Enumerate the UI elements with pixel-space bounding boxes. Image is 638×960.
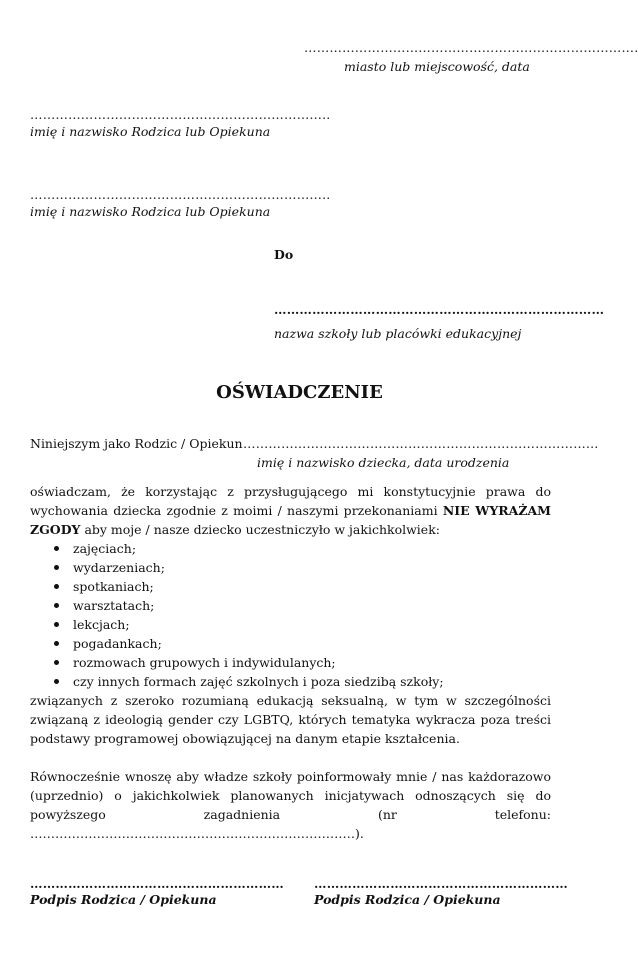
declaration-paragraph-2: związanych z szeroko rozumianą edukacją seksualną, w tym w szczególności związaną z ideologią gender czy LGBTQ, których tematyka wykracza poza treści podstawy programowej obowiązującej na danym etapie kształcenia. bbox=[30, 693, 551, 746]
place-date-line[interactable]: ……………………………………………………………………. bbox=[304, 40, 638, 55]
list-item: lekcjach; bbox=[54, 615, 551, 634]
left-signature-line[interactable]: …………………………………………………… bbox=[30, 876, 284, 891]
list-item: zajęciach; bbox=[54, 539, 551, 558]
school-name-line[interactable]: …………………………………………………………………… bbox=[274, 302, 605, 317]
parent2-name-caption: imię i nazwisko Rodzica lub Opiekuna bbox=[30, 204, 271, 219]
place-date-caption: miasto lub miejscowość, data bbox=[344, 59, 530, 74]
request-paragraph: Równocześnie wnoszę aby władze szkoły poinformowały mnie / nas każdorazowo (uprzednio) o jakichkolwiek planowanych inicjatywach odnoszących się do powyższego zagadnienia (nr telefonu: ……………………………………………………………………). bbox=[30, 769, 551, 841]
recipient-label: Do bbox=[274, 247, 294, 262]
list-item: rozmowach grupowych i indywidulanych; bbox=[54, 653, 551, 672]
declaration-paragraph-1 bbox=[30, 482, 551, 539]
school-name-caption: nazwa szkoły lub placówki edukacyjnej bbox=[274, 326, 522, 341]
declaration-body bbox=[30, 482, 551, 748]
child-name-caption: imię i nazwisko dziecka, data urodzenia bbox=[257, 455, 510, 470]
list-item: wydarzeniach; bbox=[54, 558, 551, 577]
activities-list bbox=[30, 539, 551, 691]
parent2-name-line[interactable]: …………………………………………………………….. bbox=[30, 187, 331, 202]
list-item: spotkaniach; bbox=[54, 577, 551, 596]
right-signature-line[interactable]: …………………………………………………… bbox=[314, 876, 568, 891]
list-item: warsztatach; bbox=[54, 596, 551, 615]
parent1-name-line[interactable]: …………………………………………………………….. bbox=[30, 107, 331, 122]
no-consent-emphasis: NIE WYRAŻAM ZGODY bbox=[30, 503, 551, 537]
child-name-line[interactable]: ………………………………………………………………………… bbox=[243, 436, 599, 451]
left-signature-label: Podpis Rodzica / Opiekuna bbox=[30, 892, 217, 907]
paragraph-1-end: aby moje / nasze dziecko uczestniczyło w jakichkolwiek: bbox=[84, 522, 440, 537]
right-signature-label: Podpis Rodzica / Opiekuna bbox=[314, 892, 501, 907]
request-body bbox=[30, 767, 551, 843]
list-item: pogadankach; bbox=[54, 634, 551, 653]
list-item: czy innych formach zajęć szkolnych i poza siedzibą szkoły; bbox=[54, 672, 551, 691]
parent1-name-caption: imię i nazwisko Rodzica lub Opiekuna bbox=[30, 124, 271, 139]
document-title: OŚWIADCZENIE bbox=[216, 382, 383, 403]
paragraph-1-start: oświadczam, że korzystając z przysługującego mi konstytucyjnie prawa do wychowania dziecka zgodnie z moimi / naszymi przekonaniami bbox=[30, 484, 551, 518]
intro-text: Niniejszym jako Rodzic / Opiekun bbox=[30, 436, 243, 451]
